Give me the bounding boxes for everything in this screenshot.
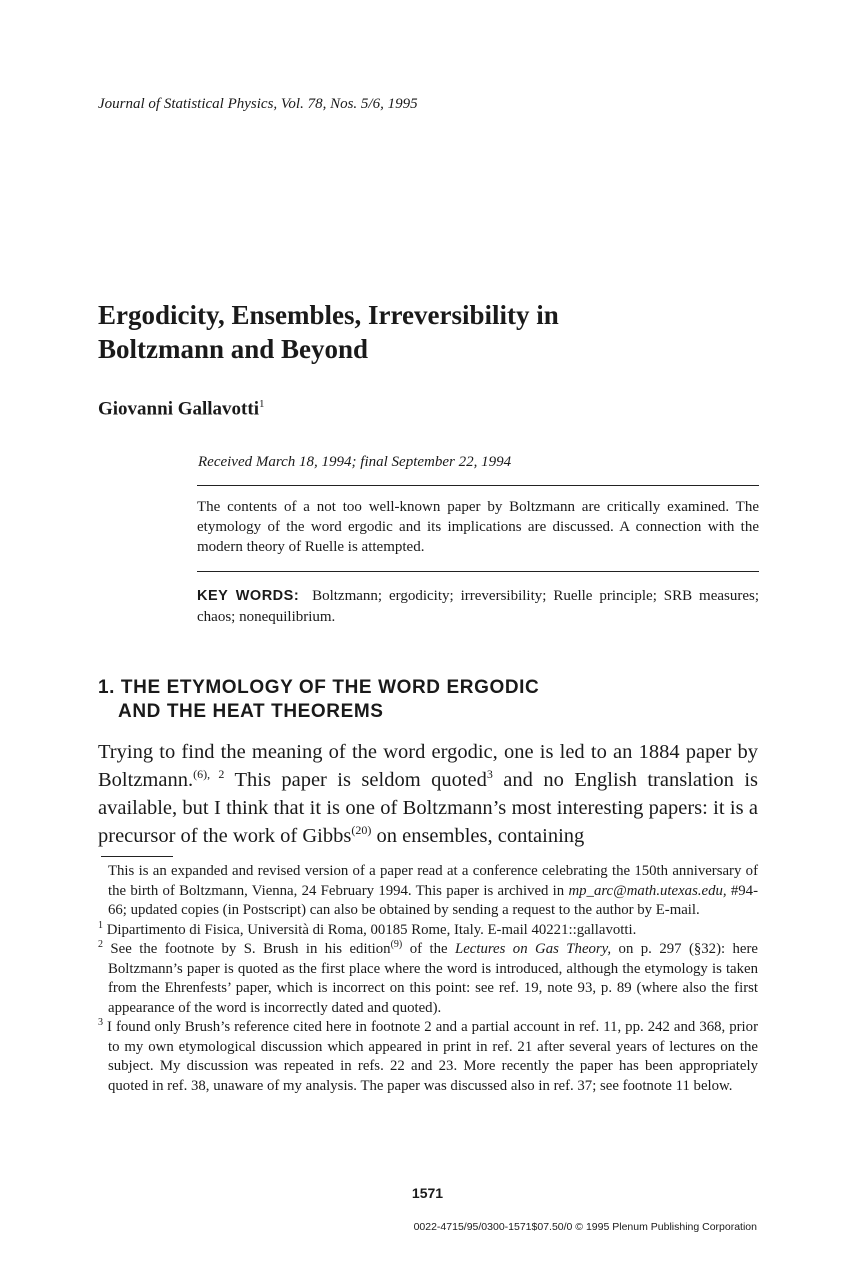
citation-ref: (20) xyxy=(351,823,372,838)
body-text: This paper is seldom quoted xyxy=(224,769,487,791)
author xyxy=(98,398,265,420)
footnotes xyxy=(98,862,758,1096)
footnote-unnumbered: This is an expanded and revised version of a paper read at a conference celebrating the 150th anniversary of the birth of Boltzmann, Vienna, 24 February 1994. This paper is archived in mp_arc@math.utexas.edu, #94-66; updated copies (in Postscript) can also be obtained by sending a request to the author by E-mail. xyxy=(108,863,759,918)
footnote-ref: 3 xyxy=(486,767,493,782)
abstract: The contents of a not too well-known paper by Boltzmann are critically examined. The etymology of the word ergodic and its implications are discussed. A connection with the modern theory of Ruelle is attempted. xyxy=(197,499,759,555)
book-title: Lectures on Gas Theory, xyxy=(454,941,612,957)
title-line-1: Ergodicity, Ensembles, Irreversibility in xyxy=(98,300,559,330)
archive-email: mp_arc@math.utexas.edu, xyxy=(568,882,727,899)
author-name: Giovanni Gallavotti xyxy=(98,398,259,420)
abstract-top-rule xyxy=(197,485,759,486)
author-footnote-mark: 1 xyxy=(259,398,265,410)
received-dates: Received March 18, 1994; final September 22, 1994 xyxy=(198,454,512,470)
section-heading-line-2: AND THE HEAT THEOREMS xyxy=(118,701,384,722)
footnote-3: $^3$ I found only Brush’s reference cited here in footnote 2 and a partial account in ref. 11, pp. 242 and 368, prior to my own etymological discussion which appeared in print in ref. 21 after several years of lectures on the subject. My discussion was repeated in refs. 22 and 23. More recently the paper has been appropriately quoted in ref. 38, unaware of my analysis. The paper was discussed also in ref. 37; see footnote 11 below. xyxy=(98,1017,758,1094)
body-paragraph xyxy=(98,738,758,850)
section-heading xyxy=(98,676,539,724)
footnote-1: $^1$ Dipartimento di Fisica, Università di Roma, 00185 Rome, Italy. E-mail 40221::gallavotti. xyxy=(98,919,637,938)
article-title xyxy=(98,298,758,366)
body-text: on ensembles, containing xyxy=(371,825,585,847)
body-text: Trying to find the meaning of the word ergodic, one is led to an 1884 paper by Boltzmann. xyxy=(98,741,758,791)
page-number: 1571 xyxy=(411,1185,444,1201)
journal-header: Journal of Statistical Physics, Vol. 78, Nos. 5/6, 1995 xyxy=(98,96,418,112)
body-text: and no English translation is available, but I think that it is one of Boltzmann’s most interesting papers: it is a precursor of the work of Gibbs xyxy=(98,769,758,847)
footnote-rule xyxy=(101,856,173,857)
keywords-list: Boltzmann; ergodicity; irreversibility; Ruelle principle; SRB measures; chaos; nonequilibrium. xyxy=(197,588,760,625)
abstract-bottom-rule xyxy=(197,571,759,572)
section-heading-line-1: 1. THE ETYMOLOGY OF THE WORD ERGODIC xyxy=(98,677,540,698)
keywords-label: KEY WORDS: xyxy=(197,588,300,604)
citation-ref: (6), 2 xyxy=(193,767,225,782)
title-line-2: Boltzmann and Beyond xyxy=(98,334,369,364)
keywords xyxy=(197,586,759,628)
copyright-line: 0022-4715/95/0300-1571$07.50/0 © 1995 Plenum Publishing Corporation xyxy=(413,1221,757,1233)
footnote-2: $^2$ See the footnote by S. Brush in his edition$^{(9)}$ of the Lectures on Gas Theory, on p. 297 (§32): here Boltzmann’s paper is quoted as the first place where the word is introduced, although the etymology is taken from the Ehrenfests’ paper, which is incorrect on this point: see ref. 19, note 93, p. 89 (where also the first appearance of the word is incorrectly dated and quoted). xyxy=(98,939,758,1016)
